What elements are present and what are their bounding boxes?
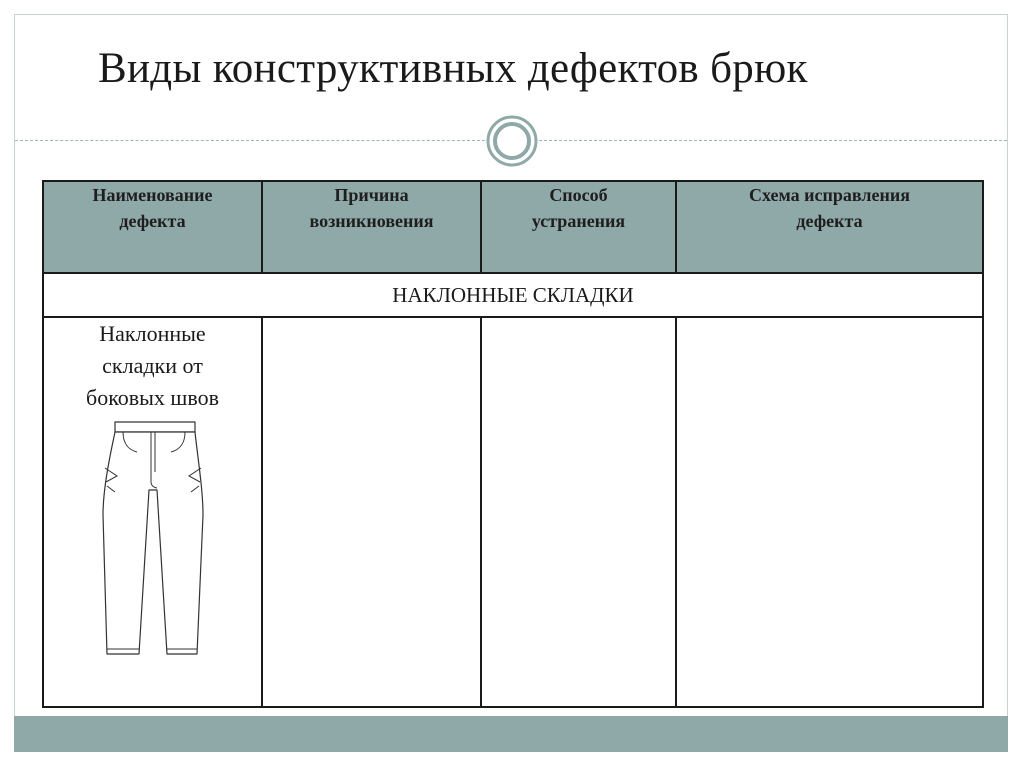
slide-title: Виды конструктивных дефектов брюк xyxy=(98,45,808,92)
header-line: Способ xyxy=(549,185,608,205)
defect-name-line: Наклонные xyxy=(99,321,206,346)
title-divider-left xyxy=(15,140,485,141)
header-cause xyxy=(262,181,481,273)
header-scheme xyxy=(676,181,983,273)
header-line: Схема исправления xyxy=(749,185,910,205)
defect-name-cell xyxy=(43,317,262,707)
table-header-row xyxy=(43,181,983,273)
section-title: НАКЛОННЫЕ СКЛАДКИ xyxy=(43,273,983,317)
header-line: Причина xyxy=(334,185,409,205)
cause-cell xyxy=(262,317,481,707)
header-line: дефекта xyxy=(796,211,863,231)
header-line: возникновения xyxy=(309,211,434,231)
bottom-accent-bar xyxy=(14,716,1008,752)
header-line: устранения xyxy=(531,211,626,231)
header-remedy xyxy=(481,181,676,273)
scheme-cell xyxy=(676,317,983,707)
defects-table xyxy=(42,180,984,708)
header-line: Наименование xyxy=(92,185,213,205)
defect-name-line: боковых швов xyxy=(86,385,219,410)
remedy-cell xyxy=(481,317,676,707)
header-defect-name xyxy=(43,181,262,273)
title-divider-right xyxy=(539,140,1007,141)
header-line: дефекта xyxy=(119,211,186,231)
trousers-sketch-icon xyxy=(93,420,213,660)
defect-name-line: складки от xyxy=(102,353,203,378)
section-row xyxy=(43,273,983,317)
ring-ornament-icon xyxy=(485,114,539,168)
table-row xyxy=(43,317,983,707)
